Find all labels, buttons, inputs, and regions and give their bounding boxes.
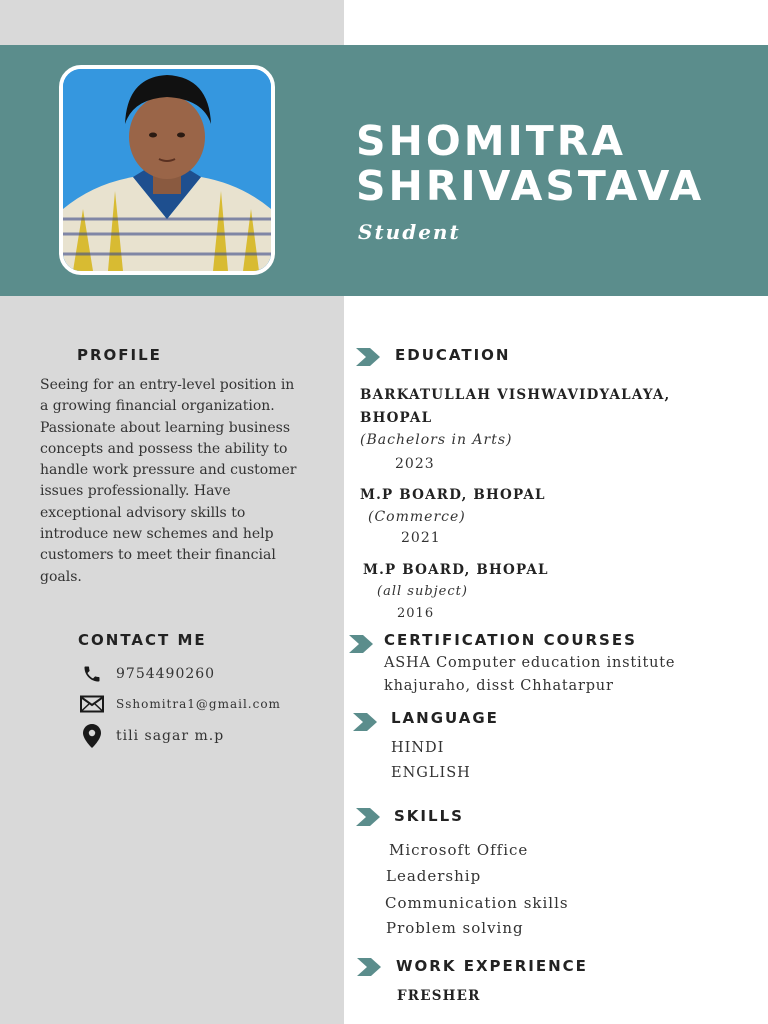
language-heading: LANGUAGE (391, 709, 499, 727)
education-degree: (Bachelors in Arts) (360, 432, 513, 448)
chevron-right-icon (349, 635, 375, 653)
education-institution: M.P BOARD, BHOPAL (363, 562, 549, 578)
contact-location-row (80, 724, 225, 748)
profile-heading: PROFILE (77, 346, 162, 364)
work-experience-value: FRESHER (397, 988, 481, 1004)
chevron-right-icon (357, 958, 383, 976)
skill-item: Leadership (386, 867, 482, 885)
education-heading: EDUCATION (395, 346, 511, 364)
language-item: ENGLISH (391, 765, 471, 781)
contact-phone-row (80, 662, 216, 686)
map-pin-icon (80, 724, 104, 748)
certification-text (384, 652, 704, 698)
name-first: SHOMITRA (356, 117, 627, 165)
education-institution: BARKATULLAH VISHWAVIDYALAYA, BHOPAL (360, 387, 671, 426)
envelope-icon (80, 692, 104, 716)
profile-summary: Seeing for an entry-level position in a growing financial organization. Passionate about learning business concepts and possess the ability to handle work pressure and customer issues professionally. Have exceptional advisory skills to introduce new schemes and help customers to meet their financial goals. (40, 377, 297, 585)
job-title: Student (358, 220, 461, 244)
education-year: 2016 (397, 606, 435, 621)
education-institution: M.P BOARD, BHOPAL (360, 487, 546, 503)
education-year: 2023 (395, 456, 435, 472)
language-item: HINDI (391, 740, 445, 756)
skill-item: Microsoft Office (389, 841, 529, 859)
education-degree: (all subject) (377, 584, 468, 599)
chevron-right-icon (356, 808, 382, 826)
skill-item: Problem solving (386, 919, 524, 937)
certification-heading: CERTIFICATION COURSES (384, 631, 637, 649)
education-year: 2021 (401, 530, 441, 546)
chevron-right-icon (353, 713, 379, 731)
location-text: tili sagar m.p (116, 728, 225, 744)
work-experience-heading: WORK EXPERIENCE (396, 957, 588, 975)
profile-photo (59, 65, 275, 275)
email-address: Sshomitra1@gmail.com (116, 697, 281, 711)
contact-email-row (80, 692, 281, 716)
name-last: SHRIVASTAVA (356, 162, 705, 210)
phone-number: 9754490260 (116, 666, 216, 682)
education-degree: (Commerce) (368, 509, 466, 525)
phone-icon (80, 662, 104, 686)
chevron-right-icon (356, 348, 382, 366)
contact-heading: CONTACT ME (78, 631, 207, 649)
certification-description: ASHA Computer education institute khajuraho, disst Chhatarpur (384, 655, 676, 694)
skills-heading: SKILLS (394, 807, 464, 825)
skill-item: Communication skills (385, 894, 569, 912)
